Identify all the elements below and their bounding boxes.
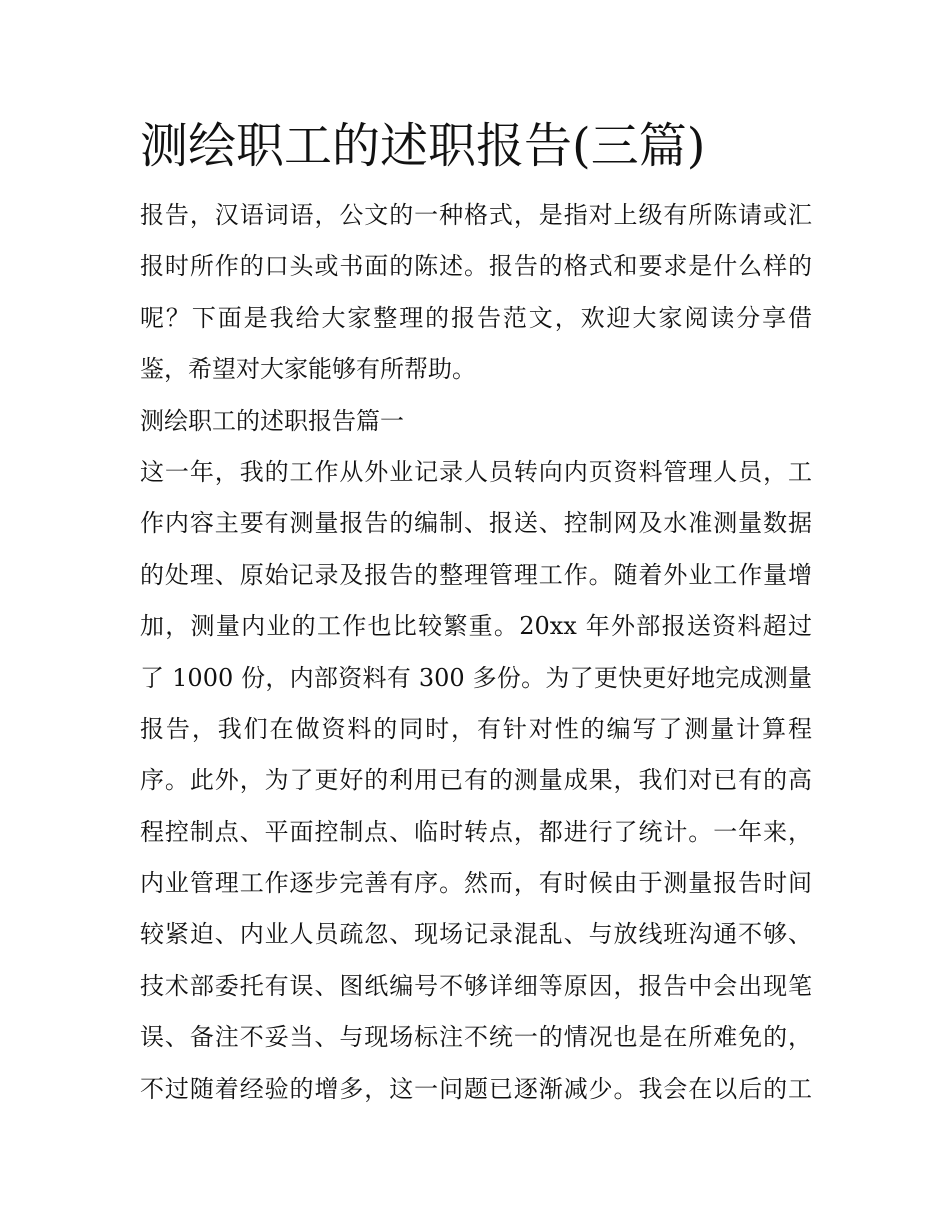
body-line: 了 1000 份，内部资料有 300 多份。为了更快更好地完成测量 bbox=[140, 663, 812, 692]
body-line: 的处理、原始记录及报告的整理管理工作。随着外业工作量增 bbox=[140, 560, 812, 589]
body-line: 技术部委托有误、图纸编号不够详细等原因，报告中会出现笔 bbox=[140, 971, 812, 1000]
body-line: 较紧迫、内业人员疏忽、现场记录混乱、与放线班沟通不够、 bbox=[140, 920, 812, 949]
body-line: 内业管理工作逐步完善有序。然而，有时候由于测量报告时间 bbox=[140, 869, 812, 898]
body-line: 不过随着经验的增多，这一问题已逐渐减少。我会在以后的工 bbox=[140, 1074, 812, 1103]
document-title: 测绘职工的述职报告(三篇) bbox=[140, 118, 706, 174]
body-line: 误、备注不妥当、与现场标注不统一的情况也是在所难免的， bbox=[140, 1023, 812, 1052]
body-line: 程控制点、平面控制点、临时转点，都进行了统计。一年来， bbox=[140, 817, 812, 846]
intro-line: 鉴，希望对大家能够有所帮助。 bbox=[140, 355, 476, 384]
intro-line: 报告，汉语词语，公文的一种格式，是指对上级有所陈请或汇 bbox=[140, 201, 812, 229]
body-line: 作内容主要有测量报告的编制、报送、控制网及水准测量数据 bbox=[140, 509, 812, 538]
body-paragraph bbox=[140, 447, 812, 1115]
intro-line: 报时所作的口头或书面的陈述。报告的格式和要求是什么样的 bbox=[140, 252, 812, 281]
intro-paragraph bbox=[140, 190, 812, 396]
body-line: 报告，我们在做资料的同时，有针对性的编写了测量计算程 bbox=[140, 714, 812, 743]
section-heading: 测绘职工的述职报告篇一 bbox=[140, 406, 404, 435]
intro-line: 呢？下面是我给大家整理的报告范文，欢迎大家阅读分享借 bbox=[140, 303, 812, 332]
document-page bbox=[140, 110, 812, 1115]
body-line: 序。此外，为了更好的利用已有的测量成果，我们对已有的高 bbox=[140, 766, 812, 795]
body-line: 加，测量内业的工作也比较繁重。20xx 年外部报送资料超过 bbox=[140, 612, 812, 641]
body-line: 这一年，我的工作从外业记录人员转向内页资料管理人员，工 bbox=[140, 457, 812, 486]
